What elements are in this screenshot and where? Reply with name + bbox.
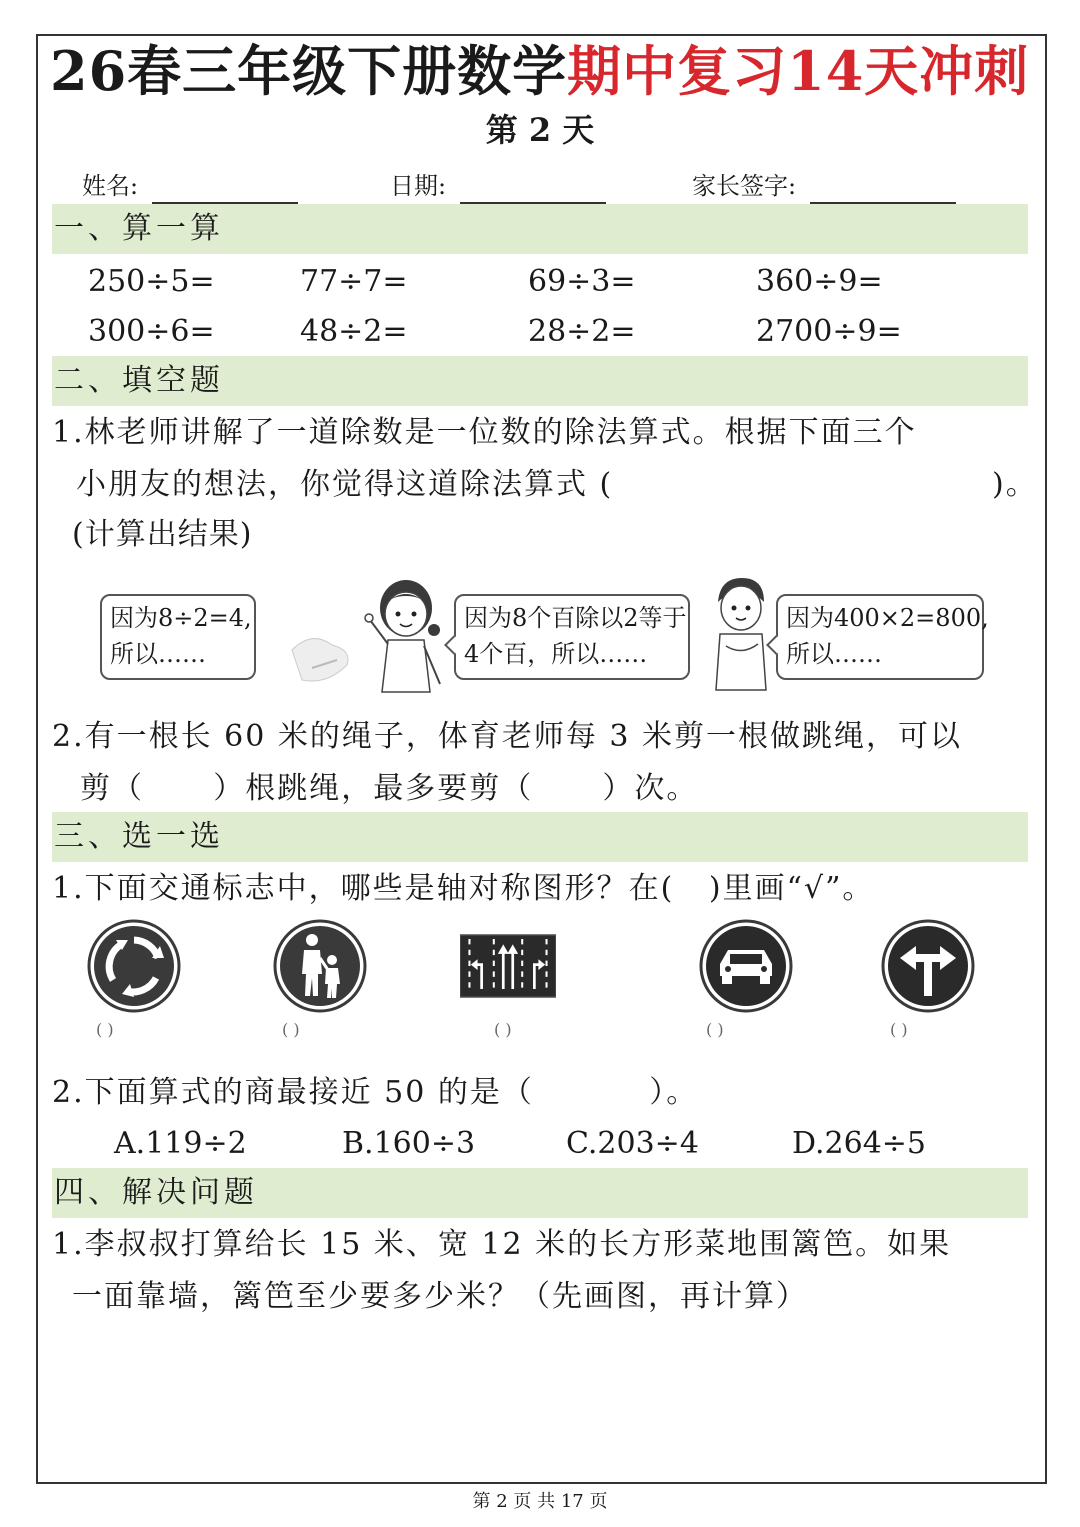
title-black-part: 26春三年级下册数学 bbox=[50, 39, 568, 103]
fill-q1-line1: 1.林老师讲解了一道除数是一位数的除法算式。根据下面三个 bbox=[52, 415, 917, 450]
choose-q2: 2.下面算式的商最接近 50 的是（ ）。 bbox=[52, 1075, 699, 1110]
title-red-part: 期中复习14天冲刺 bbox=[567, 39, 1030, 103]
roundabout-sign-icon bbox=[86, 918, 182, 1014]
solve-q1-line1: 1.李叔叔打算给长 15 米、宽 12 米的长方形菜地围篱笆。如果 bbox=[52, 1227, 952, 1262]
bubble-2-line2: 4个百，所以…… bbox=[464, 640, 648, 668]
section-solve: 四、解决问题 bbox=[52, 1168, 1028, 1218]
speech-bubble-1 bbox=[100, 594, 256, 680]
calc-item: 48÷2= bbox=[300, 314, 408, 349]
choose-q1: 1.下面交通标志中，哪些是轴对称图形？在( )里画“√”。 bbox=[52, 871, 875, 906]
solve-q1-line2: 一面靠墙，篱笆至少要多少米？（先画图，再计算） bbox=[72, 1279, 808, 1314]
answer-paren-1[interactable]: ( ) bbox=[96, 1020, 114, 1039]
bubble-2-line1: 因为8个百除以2等于 bbox=[464, 604, 687, 632]
parent-sign-field[interactable] bbox=[692, 164, 956, 204]
boy-illustration bbox=[708, 572, 774, 696]
parent-blank[interactable] bbox=[810, 174, 956, 204]
answer-paren-4[interactable]: ( ) bbox=[706, 1020, 724, 1039]
fill-q1-line3: (计算出结果) bbox=[72, 517, 253, 552]
bubble-3-line1: 因为400×2=800, bbox=[786, 604, 989, 632]
no-cars-sign-icon bbox=[698, 918, 794, 1014]
date-blank[interactable] bbox=[460, 174, 606, 204]
faded-figure-image bbox=[282, 590, 362, 690]
answer-paren-2[interactable]: ( ) bbox=[282, 1020, 300, 1039]
turn-left-right-sign-icon bbox=[880, 918, 976, 1014]
fill-q1-line2 bbox=[76, 460, 613, 510]
fill-q1-line2-text: 小朋友的想法，你觉得这道除法算式 ( bbox=[76, 467, 614, 502]
name-label: 姓名: bbox=[82, 172, 139, 200]
name-blank[interactable] bbox=[152, 174, 298, 204]
bubble-1-line1: 因为8÷2=4, bbox=[110, 604, 252, 632]
calc-item: 69÷3= bbox=[528, 264, 636, 299]
option-a[interactable]: A.119÷2 bbox=[114, 1126, 247, 1161]
parent-label: 家长签字: bbox=[692, 172, 797, 200]
day-subtitle: 第 2 天 bbox=[485, 111, 595, 149]
section-calculate: 一、算一算 bbox=[52, 204, 1028, 254]
page-footer: 第 2 页 共 17 页 bbox=[472, 1491, 608, 1512]
option-b[interactable]: B.160÷3 bbox=[342, 1126, 476, 1161]
calc-item: 28÷2= bbox=[528, 314, 636, 349]
lane-direction-sign-icon bbox=[460, 918, 556, 1014]
answer-paren-5[interactable]: ( ) bbox=[890, 1020, 908, 1039]
date-field[interactable] bbox=[390, 164, 606, 204]
bubble-1-line2: 所以…… bbox=[110, 640, 206, 668]
section-choose: 三、选一选 bbox=[52, 812, 1028, 862]
option-c[interactable]: C.203÷4 bbox=[566, 1126, 699, 1161]
fill-q1-close-paren: )。 bbox=[992, 467, 1038, 502]
date-label: 日期: bbox=[390, 172, 447, 200]
speech-bubble-2 bbox=[454, 594, 690, 680]
calc-item: 2700÷9= bbox=[756, 314, 902, 349]
fill-q2-line2: 剪（ ）根跳绳，最多要剪（ ）次。 bbox=[80, 771, 699, 806]
calc-item: 77÷7= bbox=[300, 264, 408, 299]
option-d[interactable]: D.264÷5 bbox=[792, 1126, 927, 1161]
girl-illustration bbox=[360, 574, 456, 698]
page-title bbox=[50, 34, 1030, 108]
pedestrian-sign-icon bbox=[272, 918, 368, 1014]
name-field[interactable] bbox=[82, 164, 298, 204]
bubble-3-line2: 所以…… bbox=[786, 640, 882, 668]
speech-bubble-3 bbox=[776, 594, 989, 680]
calc-item: 300÷6= bbox=[88, 314, 215, 349]
fill-q2-line1: 2.有一根长 60 米的绳子，体育老师每 3 米剪一根做跳绳，可以 bbox=[52, 719, 963, 754]
calc-item: 250÷5= bbox=[88, 264, 215, 299]
calc-item: 360÷9= bbox=[756, 264, 883, 299]
section-fill-blank: 二、填空题 bbox=[52, 356, 1028, 406]
answer-paren-3[interactable]: ( ) bbox=[494, 1020, 512, 1039]
